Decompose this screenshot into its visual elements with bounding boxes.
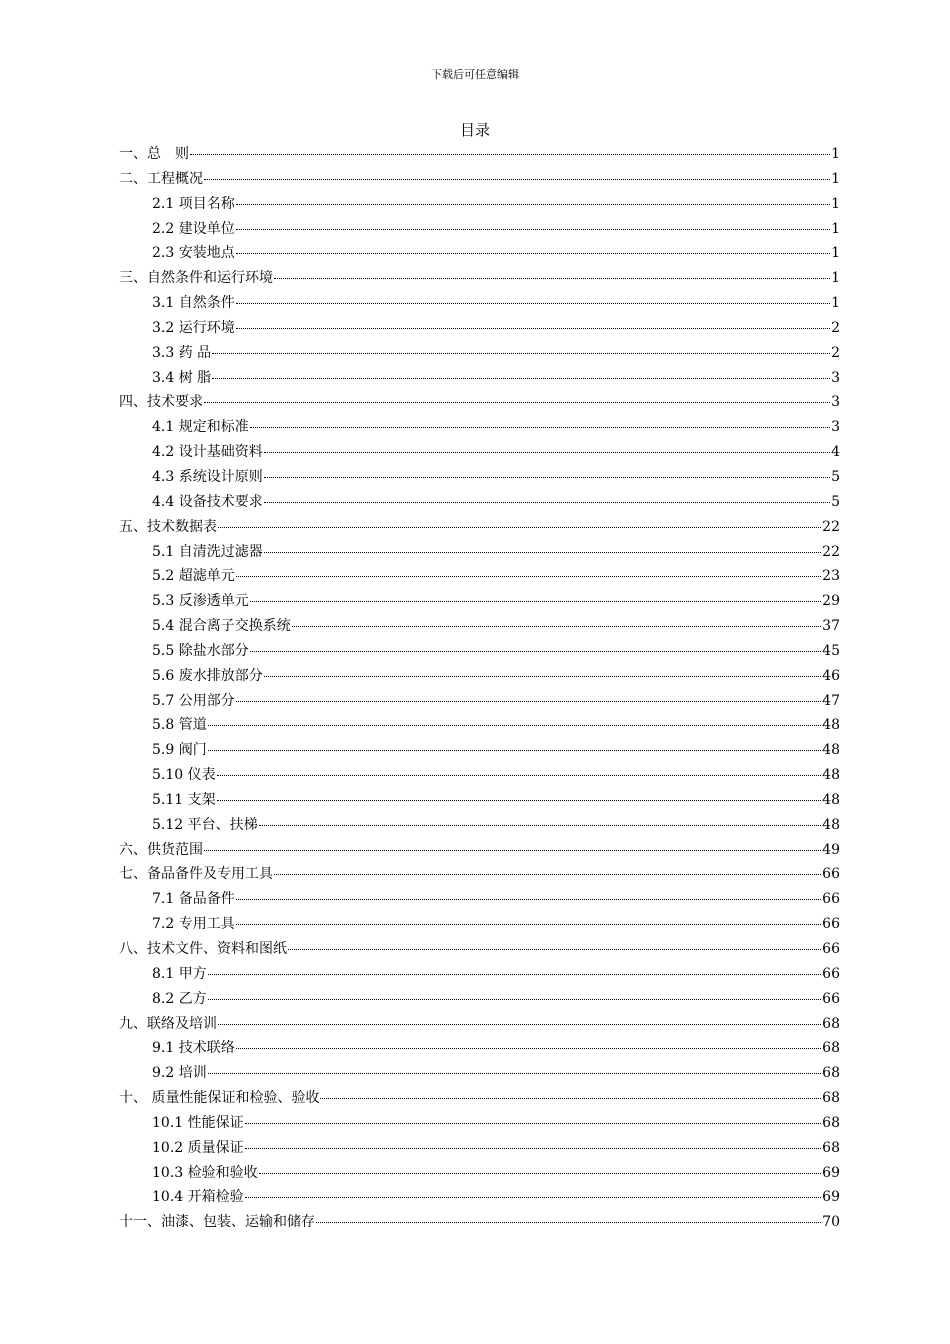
toc-entry-label: 一、总 则 <box>119 146 189 162</box>
toc-entry-label: 5.8 管道 <box>152 717 207 734</box>
toc-entry[interactable] <box>119 292 840 317</box>
toc-entry-label: 5.2 超滤单元 <box>152 568 235 585</box>
toc-entry-page: 1 <box>831 245 840 262</box>
toc-entry-label: 10.2 质量保证 <box>152 1139 244 1156</box>
toc-entry[interactable] <box>119 963 840 988</box>
toc-entry[interactable] <box>119 764 840 789</box>
toc-entry-label: 十、 质量性能保证和检验、验收 <box>119 1090 320 1107</box>
table-of-contents <box>119 143 840 1236</box>
toc-leader-dots <box>217 775 822 776</box>
toc-leader-dots <box>236 303 830 304</box>
toc-entry[interactable] <box>119 615 840 640</box>
toc-entry[interactable] <box>119 143 840 168</box>
toc-entry[interactable] <box>119 938 840 963</box>
toc-entry[interactable] <box>119 193 840 218</box>
toc-entry-label: 5.4 混合离子交换系统 <box>152 618 291 635</box>
toc-leader-dots <box>259 1173 822 1174</box>
toc-leader-dots <box>204 179 830 180</box>
toc-entry-page: 46 <box>822 667 840 684</box>
toc-entry-label: 5.3 反渗透单元 <box>152 593 249 610</box>
toc-entry-page: 69 <box>822 1189 840 1206</box>
toc-entry-page: 3 <box>831 394 840 411</box>
toc-entry[interactable] <box>119 168 840 193</box>
toc-entry-label: 五、技术数据表 <box>119 518 217 535</box>
toc-leader-dots <box>204 402 830 403</box>
toc-entry-label: 10.3 检验和验收 <box>152 1164 258 1181</box>
toc-entry-label: 5.5 除盐水部分 <box>152 642 249 659</box>
toc-entry[interactable] <box>119 565 840 590</box>
toc-entry-label: 10.1 性能保证 <box>152 1114 244 1131</box>
toc-leader-dots <box>264 477 830 478</box>
toc-entry[interactable] <box>119 814 840 839</box>
toc-entry-page: 68 <box>822 1139 840 1156</box>
toc-entry[interactable] <box>119 317 840 342</box>
toc-leader-dots <box>250 651 821 652</box>
toc-entry-label: 5.6 废水排放部分 <box>152 667 263 684</box>
page-title: 目录 <box>459 121 490 139</box>
toc-entry-page: 48 <box>822 816 840 833</box>
toc-entry-page: 68 <box>822 1040 840 1057</box>
toc-entry-label: 3.3 药 品 <box>152 344 212 361</box>
toc-entry-page: 69 <box>822 1164 840 1181</box>
toc-entry-page: 3 <box>831 369 840 386</box>
toc-entry[interactable] <box>119 342 840 367</box>
toc-leader-dots <box>236 924 821 925</box>
toc-entry[interactable] <box>119 1162 840 1187</box>
toc-entry-label: 2.2 建设单位 <box>152 220 235 237</box>
toc-leader-dots <box>264 452 830 453</box>
toc-leader-dots <box>218 1024 821 1025</box>
toc-entry[interactable] <box>119 367 840 392</box>
toc-entry-label: 四、技术要求 <box>119 394 203 411</box>
toc-entry-label: 六、供货范围 <box>119 841 203 858</box>
toc-entry-page: 45 <box>822 642 840 659</box>
toc-entry-label: 九、联络及培训 <box>119 1015 217 1032</box>
toc-leader-dots <box>208 999 821 1000</box>
toc-leader-dots <box>274 874 821 875</box>
toc-entry-page: 66 <box>822 941 840 957</box>
toc-leader-dots <box>264 552 821 553</box>
toc-entry-label: 8.1 甲方 <box>152 965 207 982</box>
toc-entry[interactable] <box>119 714 840 739</box>
toc-leader-dots <box>245 1148 822 1149</box>
toc-leader-dots <box>250 601 821 602</box>
toc-entry-label: 5.12 平台、扶梯 <box>152 816 258 833</box>
toc-entry[interactable] <box>119 988 840 1013</box>
toc-entry-page: 48 <box>822 791 840 808</box>
toc-entry[interactable] <box>119 391 840 416</box>
toc-entry-label: 10.4 开箱检验 <box>152 1189 244 1206</box>
toc-leader-dots <box>208 725 821 726</box>
toc-leader-dots <box>236 229 830 230</box>
toc-entry-label: 二、工程概况 <box>119 170 203 187</box>
toc-entry-page: 29 <box>822 593 840 610</box>
toc-entry-label: 3.1 自然条件 <box>152 295 235 312</box>
toc-entry-label: 4.2 设计基础资料 <box>152 444 263 461</box>
toc-leader-dots <box>264 502 830 503</box>
toc-entry-label: 4.4 设备技术要求 <box>152 493 263 510</box>
toc-entry-page: 1 <box>831 295 840 312</box>
toc-entry-page: 49 <box>822 841 840 858</box>
toc-entry[interactable] <box>119 267 840 292</box>
toc-entry-label: 5.1 自清洗过滤器 <box>152 543 263 560</box>
toc-entry-page: 70 <box>822 1214 840 1231</box>
toc-leader-dots <box>245 1123 822 1124</box>
toc-entry[interactable] <box>119 839 840 864</box>
toc-entry[interactable] <box>119 416 840 441</box>
toc-entry-label: 5.10 仪表 <box>152 767 216 784</box>
toc-entry-page: 66 <box>822 891 840 908</box>
toc-leader-dots <box>288 949 821 950</box>
toc-entry[interactable] <box>119 863 840 888</box>
toc-entry-page: 23 <box>822 568 840 585</box>
toc-entry[interactable] <box>119 1211 840 1236</box>
toc-entry[interactable] <box>119 1037 840 1062</box>
toc-entry-page: 68 <box>822 1090 840 1107</box>
toc-entry-label: 3.4 树 脂 <box>152 369 212 386</box>
toc-entry-page: 66 <box>822 990 840 1007</box>
toc-leader-dots <box>218 527 821 528</box>
toc-entry[interactable] <box>119 888 840 913</box>
toc-leader-dots <box>236 1048 821 1049</box>
toc-entry-page: 2 <box>831 319 840 336</box>
toc-entry-page: 22 <box>822 543 840 560</box>
toc-leader-dots <box>236 701 821 702</box>
toc-entry-page: 5 <box>831 468 840 485</box>
toc-entry-label: 5.11 支架 <box>152 791 216 808</box>
toc-entry-page: 22 <box>822 518 840 535</box>
toc-entry-page: 47 <box>822 692 840 709</box>
toc-entry-page: 2 <box>831 344 840 361</box>
toc-entry-page: 68 <box>822 1065 840 1082</box>
toc-entry-label: 9.1 技术联络 <box>152 1040 235 1057</box>
toc-entry-label: 7.2 专用工具 <box>152 916 235 933</box>
toc-entry-page: 1 <box>831 220 840 237</box>
toc-entry-page: 66 <box>822 965 840 982</box>
toc-entry-label: 9.2 培训 <box>152 1065 207 1082</box>
toc-entry-page: 48 <box>822 742 840 759</box>
toc-entry-label: 4.3 系统设计原则 <box>152 468 263 485</box>
toc-leader-dots <box>190 154 830 155</box>
toc-entry[interactable] <box>119 1087 840 1112</box>
toc-entry-label: 5.9 阀门 <box>152 742 207 759</box>
toc-leader-dots <box>316 1222 821 1223</box>
toc-entry[interactable] <box>119 739 840 764</box>
toc-entry-page: 1 <box>831 195 840 212</box>
toc-entry[interactable] <box>119 913 840 938</box>
toc-leader-dots <box>208 750 821 751</box>
toc-entry-label: 八、技术文件、资料和图纸 <box>119 941 287 957</box>
toc-entry-page: 48 <box>822 767 840 784</box>
toc-entry-label: 十一、油漆、包装、运输和储存 <box>119 1214 315 1231</box>
toc-leader-dots <box>245 1197 822 1198</box>
toc-entry-label: 5.7 公用部分 <box>152 692 235 709</box>
toc-entry-page: 4 <box>831 444 840 461</box>
toc-entry[interactable] <box>119 516 840 541</box>
toc-entry-label: 3.2 运行环境 <box>152 319 235 336</box>
toc-entry[interactable] <box>119 441 840 466</box>
toc-entry[interactable] <box>119 640 840 665</box>
toc-leader-dots <box>208 974 821 975</box>
toc-entry-label: 7.1 备品备件 <box>152 891 235 908</box>
toc-entry[interactable] <box>119 218 840 243</box>
toc-entry-page: 68 <box>822 1114 840 1131</box>
toc-entry[interactable] <box>119 491 840 516</box>
toc-leader-dots <box>259 825 822 826</box>
toc-entry[interactable] <box>119 1013 840 1038</box>
toc-entry-page: 1 <box>831 170 840 187</box>
toc-leader-dots <box>236 576 821 577</box>
toc-entry[interactable] <box>119 590 840 615</box>
toc-entry[interactable] <box>119 1062 840 1087</box>
toc-entry[interactable] <box>119 1186 840 1211</box>
toc-leader-dots <box>212 378 830 379</box>
toc-leader-dots <box>264 676 821 677</box>
toc-entry[interactable] <box>119 466 840 491</box>
toc-leader-dots <box>212 353 830 354</box>
toc-leader-dots <box>204 850 821 851</box>
toc-leader-dots <box>320 1098 821 1099</box>
toc-leader-dots <box>208 1073 821 1074</box>
toc-entry-label: 2.3 安装地点 <box>152 245 235 262</box>
toc-entry-page: 5 <box>831 493 840 510</box>
toc-entry-page: 66 <box>822 866 840 883</box>
toc-leader-dots <box>236 328 830 329</box>
toc-leader-dots <box>236 899 821 900</box>
toc-entry-label: 2.1 项目名称 <box>152 195 235 212</box>
toc-leader-dots <box>292 626 821 627</box>
toc-entry-label: 4.1 规定和标准 <box>152 419 249 436</box>
toc-leader-dots <box>236 253 830 254</box>
toc-entry-label: 三、自然条件和运行环境 <box>119 270 273 287</box>
toc-entry-label: 8.2 乙方 <box>152 990 207 1007</box>
toc-entry-label: 七、备品备件及专用工具 <box>119 866 273 883</box>
toc-leader-dots <box>274 278 830 279</box>
toc-leader-dots <box>250 427 830 428</box>
toc-entry-page: 1 <box>831 146 840 162</box>
toc-entry[interactable] <box>119 665 840 690</box>
toc-entry-page: 3 <box>831 419 840 436</box>
toc-leader-dots <box>217 800 822 801</box>
toc-entry[interactable] <box>119 690 840 715</box>
toc-entry[interactable] <box>119 1112 840 1137</box>
toc-entry-page: 48 <box>822 717 840 734</box>
toc-entry-page: 1 <box>831 270 840 287</box>
toc-leader-dots <box>236 204 830 205</box>
toc-entry-page: 66 <box>822 916 840 933</box>
toc-entry-page: 68 <box>822 1015 840 1032</box>
toc-entry-page: 37 <box>822 618 840 635</box>
toc-entry[interactable] <box>119 789 840 814</box>
toc-entry[interactable] <box>119 1137 840 1162</box>
toc-entry[interactable] <box>119 242 840 267</box>
toc-entry[interactable] <box>119 541 840 566</box>
page-header: 下载后可任意编辑 <box>431 68 519 81</box>
